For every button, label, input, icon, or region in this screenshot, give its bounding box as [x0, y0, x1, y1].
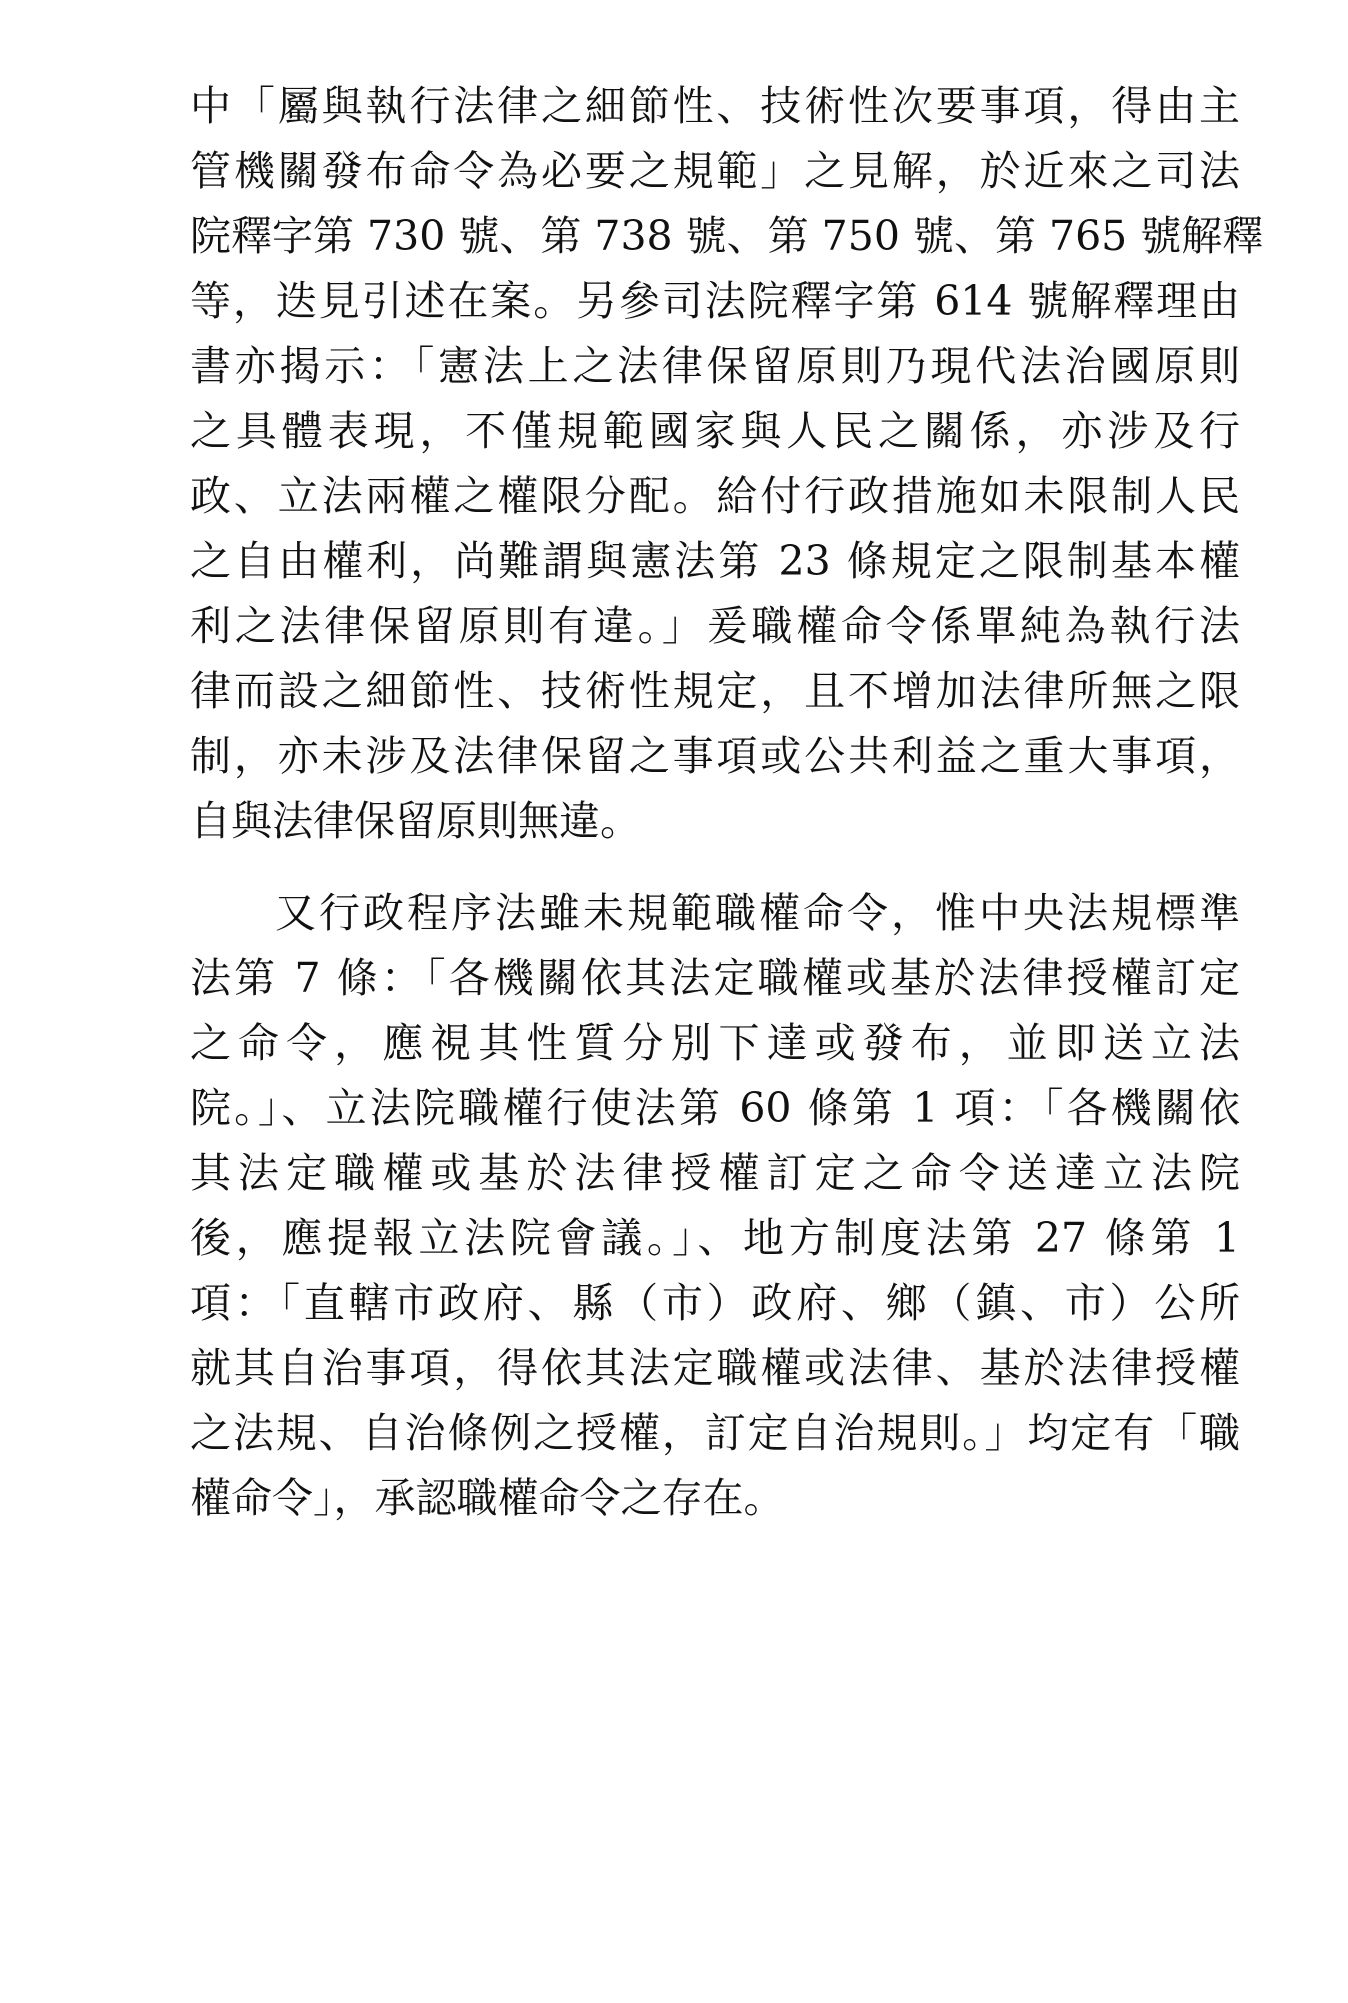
- text-line: 律而設之細節性、技術性規定，且不增加法律所無之限: [190, 667, 1240, 715]
- text-line: 項：「直轄市政府、縣（市）政府、鄉（鎮、市）公所: [190, 1279, 1240, 1327]
- text-line: 政、立法兩權之權限分配。給付行政措施如未限制人民: [190, 472, 1240, 520]
- text-line: 書亦揭示：「憲法上之法律保留原則乃現代法治國原則: [190, 342, 1240, 390]
- text-line: 權命令」，承認職權命令之存在。: [190, 1474, 785, 1522]
- text-line: 中「屬與執行法律之細節性、技術性次要事項，得由主: [190, 82, 1240, 130]
- text-line: 院釋字第 730 號、第 738 號、第 750 號、第 765 號解釋: [190, 212, 1264, 260]
- text-line: 之法規、自治條例之授權，訂定自治規則。」均定有「職: [190, 1409, 1240, 1457]
- text-line: 利之法律保留原則有違。」爰職權命令係單純為執行法: [190, 602, 1240, 650]
- text-line: 其法定職權或基於法律授權訂定之命令送達立法院: [190, 1149, 1240, 1197]
- text-line: 就其自治事項，得依其法定職權或法律、基於法律授權: [190, 1344, 1240, 1392]
- text-line: 之自由權利，尚難謂與憲法第 23 條規定之限制基本權: [190, 537, 1240, 585]
- text-line: 管機關發布命令為必要之規範」之見解，於近來之司法: [190, 147, 1240, 195]
- text-line: 後，應提報立法院會議。」、地方制度法第 27 條第 1: [190, 1214, 1240, 1262]
- text-line: 院。」、立法院職權行使法第 60 條第 1 項：「各機關依: [190, 1084, 1240, 1132]
- text-line: 又行政程序法雖未規範職權命令，惟中央法規標準: [275, 889, 1240, 937]
- text-line: 之具體表現，不僅規範國家與人民之關係，亦涉及行: [190, 407, 1240, 455]
- text-line: 自與法律保留原則無違。: [190, 797, 641, 845]
- text-line: 制，亦未涉及法律保留之事項或公共利益之重大事項，: [190, 732, 1240, 780]
- text-line: 法第 7 條：「各機關依其法定職權或基於法律授權訂定: [190, 954, 1240, 1002]
- text-line: 等，迭見引述在案。另參司法院釋字第 614 號解釋理由: [190, 277, 1240, 325]
- text-line: 之命令，應視其性質分別下達或發布，並即送立法: [190, 1019, 1240, 1067]
